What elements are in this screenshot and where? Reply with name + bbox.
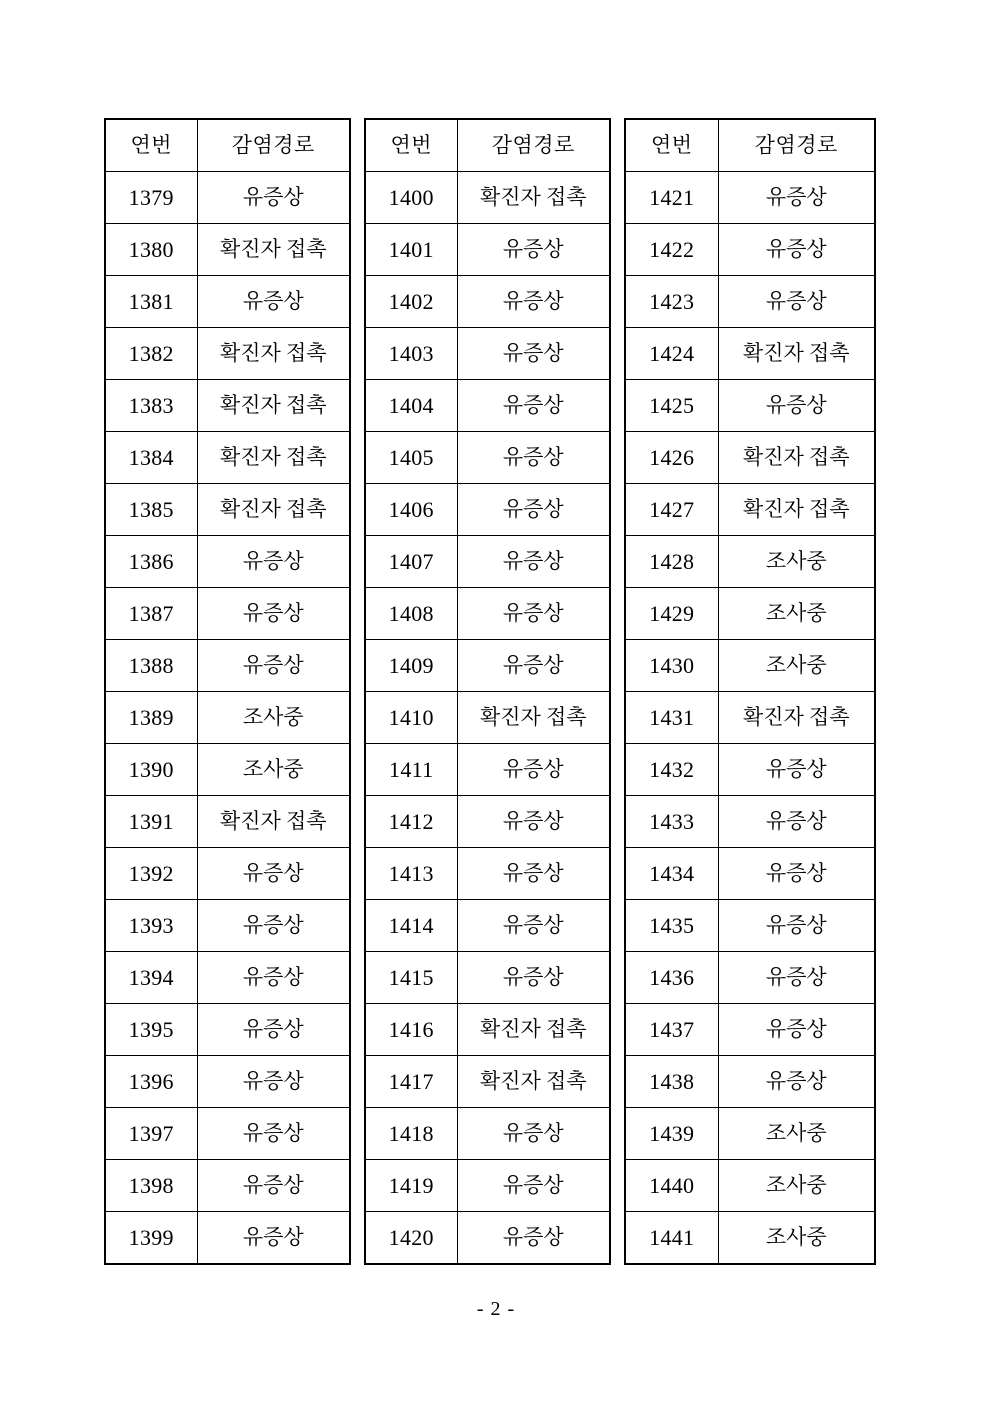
cell-infection-route: 유증상 (457, 1108, 610, 1160)
table-2-body (365, 172, 610, 1265)
table-1-header (105, 119, 350, 172)
cell-infection-route: 확진자 접촉 (718, 432, 875, 484)
cell-infection-route: 유증상 (718, 224, 875, 276)
cell-sequence-number: 1433 (625, 796, 718, 848)
cell-infection-route: 조사중 (718, 640, 875, 692)
table-row (365, 692, 610, 744)
cell-sequence-number: 1408 (365, 588, 457, 640)
table-row (365, 952, 610, 1004)
cell-infection-route: 조사중 (718, 1212, 875, 1265)
cell-sequence-number: 1431 (625, 692, 718, 744)
cell-sequence-number: 1441 (625, 1212, 718, 1265)
table-row (625, 744, 875, 796)
table-row (105, 952, 350, 1004)
table-row (365, 1004, 610, 1056)
table-row (105, 1056, 350, 1108)
cell-sequence-number: 1424 (625, 328, 718, 380)
cell-sequence-number: 1427 (625, 484, 718, 536)
table-row (625, 1108, 875, 1160)
table-row (625, 1212, 875, 1265)
table-row (365, 536, 610, 588)
cell-sequence-number: 1426 (625, 432, 718, 484)
cell-sequence-number: 1382 (105, 328, 197, 380)
cell-sequence-number: 1439 (625, 1108, 718, 1160)
cell-infection-route: 유증상 (457, 848, 610, 900)
cell-infection-route: 유증상 (457, 224, 610, 276)
table-row (105, 536, 350, 588)
cell-sequence-number: 1399 (105, 1212, 197, 1265)
table-row (365, 640, 610, 692)
table-row (105, 432, 350, 484)
cell-infection-route: 확진자 접촉 (197, 380, 350, 432)
cell-sequence-number: 1417 (365, 1056, 457, 1108)
table-row (365, 900, 610, 952)
table-row (365, 848, 610, 900)
cell-sequence-number: 1388 (105, 640, 197, 692)
header-row (625, 119, 875, 172)
table-row (625, 484, 875, 536)
table-row (625, 796, 875, 848)
cell-infection-route: 유증상 (457, 744, 610, 796)
cell-sequence-number: 1423 (625, 276, 718, 328)
table-row (625, 952, 875, 1004)
cell-sequence-number: 1425 (625, 380, 718, 432)
table-row (105, 692, 350, 744)
cell-sequence-number: 1400 (365, 172, 457, 224)
table-row (105, 380, 350, 432)
cell-sequence-number: 1386 (105, 536, 197, 588)
cell-sequence-number: 1402 (365, 276, 457, 328)
table-row (365, 484, 610, 536)
cell-infection-route: 유증상 (457, 484, 610, 536)
table-row (105, 848, 350, 900)
table-row (365, 1160, 610, 1212)
cell-sequence-number: 1415 (365, 952, 457, 1004)
cell-sequence-number: 1438 (625, 1056, 718, 1108)
table-row (105, 224, 350, 276)
table-row (625, 848, 875, 900)
table-row (105, 796, 350, 848)
cell-infection-route: 유증상 (457, 1212, 610, 1265)
route-table-1 (104, 118, 351, 1265)
table-row (105, 1108, 350, 1160)
cell-sequence-number: 1412 (365, 796, 457, 848)
table-row (365, 796, 610, 848)
cell-sequence-number: 1430 (625, 640, 718, 692)
cell-sequence-number: 1401 (365, 224, 457, 276)
page-number: - 2 - (476, 1298, 516, 1320)
table-row (625, 432, 875, 484)
cell-sequence-number: 1381 (105, 276, 197, 328)
cell-sequence-number: 1416 (365, 1004, 457, 1056)
cell-infection-route: 유증상 (718, 1004, 875, 1056)
cell-infection-route: 유증상 (197, 640, 350, 692)
table-3-body (625, 172, 875, 1265)
cell-infection-route: 유증상 (457, 952, 610, 1004)
table-row (625, 536, 875, 588)
table-row (625, 276, 875, 328)
cell-infection-route: 유증상 (197, 276, 350, 328)
column-header-seq: 연번 (365, 119, 457, 172)
cell-sequence-number: 1421 (625, 172, 718, 224)
cell-infection-route: 유증상 (197, 1056, 350, 1108)
cell-infection-route: 확진자 접촉 (718, 328, 875, 380)
cell-sequence-number: 1392 (105, 848, 197, 900)
table-row (365, 1056, 610, 1108)
cell-infection-route: 유증상 (718, 952, 875, 1004)
cell-sequence-number: 1383 (105, 380, 197, 432)
cell-sequence-number: 1380 (105, 224, 197, 276)
cell-infection-route: 조사중 (718, 1160, 875, 1212)
cell-infection-route: 유증상 (457, 1160, 610, 1212)
cell-sequence-number: 1429 (625, 588, 718, 640)
cell-infection-route: 확진자 접촉 (197, 432, 350, 484)
cell-infection-route: 유증상 (197, 1004, 350, 1056)
cell-infection-route: 확진자 접촉 (718, 692, 875, 744)
cell-infection-route: 유증상 (718, 900, 875, 952)
table-row (105, 1160, 350, 1212)
column-header-route: 감염경로 (718, 119, 875, 172)
cell-infection-route: 유증상 (457, 380, 610, 432)
table-row (625, 328, 875, 380)
cell-sequence-number: 1394 (105, 952, 197, 1004)
cell-sequence-number: 1432 (625, 744, 718, 796)
cell-infection-route: 유증상 (457, 796, 610, 848)
table-row (105, 484, 350, 536)
cell-infection-route: 유증상 (718, 744, 875, 796)
cell-infection-route: 유증상 (457, 640, 610, 692)
column-header-seq: 연번 (105, 119, 197, 172)
table-row (105, 172, 350, 224)
table-row (625, 1160, 875, 1212)
cell-infection-route: 확진자 접촉 (457, 1056, 610, 1108)
cell-sequence-number: 1390 (105, 744, 197, 796)
cell-infection-route: 확진자 접촉 (197, 328, 350, 380)
cell-sequence-number: 1419 (365, 1160, 457, 1212)
cell-infection-route: 유증상 (197, 588, 350, 640)
cell-infection-route: 유증상 (457, 276, 610, 328)
table-row (625, 588, 875, 640)
table-row (105, 1004, 350, 1056)
table-3-header (625, 119, 875, 172)
cell-infection-route: 유증상 (197, 1212, 350, 1265)
cell-sequence-number: 1418 (365, 1108, 457, 1160)
cell-sequence-number: 1420 (365, 1212, 457, 1265)
cell-sequence-number: 1413 (365, 848, 457, 900)
cell-infection-route: 유증상 (457, 536, 610, 588)
cell-sequence-number: 1405 (365, 432, 457, 484)
cell-sequence-number: 1434 (625, 848, 718, 900)
cell-sequence-number: 1395 (105, 1004, 197, 1056)
cell-infection-route: 조사중 (718, 536, 875, 588)
cell-sequence-number: 1397 (105, 1108, 197, 1160)
cell-infection-route: 유증상 (718, 848, 875, 900)
cell-sequence-number: 1440 (625, 1160, 718, 1212)
cell-sequence-number: 1410 (365, 692, 457, 744)
cell-sequence-number: 1379 (105, 172, 197, 224)
table-2-header (365, 119, 610, 172)
cell-sequence-number: 1414 (365, 900, 457, 952)
table-row (105, 744, 350, 796)
table-row (365, 380, 610, 432)
cell-infection-route: 유증상 (197, 1108, 350, 1160)
cell-infection-route: 확진자 접촉 (457, 1004, 610, 1056)
cell-sequence-number: 1384 (105, 432, 197, 484)
cell-sequence-number: 1428 (625, 536, 718, 588)
tables-container (104, 118, 876, 1265)
cell-sequence-number: 1385 (105, 484, 197, 536)
table-row (625, 900, 875, 952)
cell-sequence-number: 1411 (365, 744, 457, 796)
cell-infection-route: 조사중 (718, 1108, 875, 1160)
table-row (365, 432, 610, 484)
table-row (365, 744, 610, 796)
table-row (365, 1212, 610, 1265)
route-table-2 (364, 118, 611, 1265)
cell-sequence-number: 1403 (365, 328, 457, 380)
table-row (105, 1212, 350, 1265)
table-row (625, 640, 875, 692)
header-row (105, 119, 350, 172)
cell-sequence-number: 1389 (105, 692, 197, 744)
cell-infection-route: 조사중 (197, 692, 350, 744)
table-row (625, 1056, 875, 1108)
table-row (625, 1004, 875, 1056)
cell-sequence-number: 1391 (105, 796, 197, 848)
cell-infection-route: 유증상 (718, 172, 875, 224)
table-row (105, 640, 350, 692)
table-row (365, 588, 610, 640)
table-row (105, 588, 350, 640)
cell-infection-route: 유증상 (457, 588, 610, 640)
table-1-body (105, 172, 350, 1265)
table-row (625, 224, 875, 276)
cell-infection-route: 확진자 접촉 (197, 796, 350, 848)
table-row (105, 276, 350, 328)
cell-infection-route: 유증상 (197, 1160, 350, 1212)
cell-sequence-number: 1398 (105, 1160, 197, 1212)
cell-infection-route: 유증상 (457, 328, 610, 380)
column-header-route: 감염경로 (457, 119, 610, 172)
cell-infection-route: 유증상 (197, 848, 350, 900)
table-row (625, 692, 875, 744)
cell-sequence-number: 1409 (365, 640, 457, 692)
cell-infection-route: 유증상 (197, 172, 350, 224)
cell-infection-route: 유증상 (718, 380, 875, 432)
cell-infection-route: 확진자 접촉 (718, 484, 875, 536)
route-table-3 (624, 118, 876, 1265)
cell-infection-route: 유증상 (457, 900, 610, 952)
table-row (365, 172, 610, 224)
table-row (105, 900, 350, 952)
cell-infection-route: 유증상 (718, 796, 875, 848)
cell-sequence-number: 1387 (105, 588, 197, 640)
table-row (365, 276, 610, 328)
cell-sequence-number: 1407 (365, 536, 457, 588)
cell-infection-route: 확진자 접촉 (457, 692, 610, 744)
cell-infection-route: 확진자 접촉 (197, 484, 350, 536)
cell-infection-route: 확진자 접촉 (197, 224, 350, 276)
cell-infection-route: 유증상 (197, 900, 350, 952)
table-row (365, 224, 610, 276)
cell-infection-route: 조사중 (197, 744, 350, 796)
cell-infection-route: 유증상 (457, 432, 610, 484)
cell-sequence-number: 1435 (625, 900, 718, 952)
cell-infection-route: 유증상 (718, 276, 875, 328)
cell-sequence-number: 1422 (625, 224, 718, 276)
cell-infection-route: 유증상 (197, 952, 350, 1004)
table-row (365, 328, 610, 380)
column-header-route: 감염경로 (197, 119, 350, 172)
cell-sequence-number: 1396 (105, 1056, 197, 1108)
cell-sequence-number: 1436 (625, 952, 718, 1004)
table-row (365, 1108, 610, 1160)
cell-sequence-number: 1393 (105, 900, 197, 952)
cell-infection-route: 조사중 (718, 588, 875, 640)
cell-sequence-number: 1437 (625, 1004, 718, 1056)
cell-infection-route: 유증상 (718, 1056, 875, 1108)
column-header-seq: 연번 (625, 119, 718, 172)
table-row (105, 328, 350, 380)
cell-sequence-number: 1404 (365, 380, 457, 432)
cell-infection-route: 확진자 접촉 (457, 172, 610, 224)
header-row (365, 119, 610, 172)
cell-infection-route: 유증상 (197, 536, 350, 588)
cell-sequence-number: 1406 (365, 484, 457, 536)
table-row (625, 380, 875, 432)
table-row (625, 172, 875, 224)
